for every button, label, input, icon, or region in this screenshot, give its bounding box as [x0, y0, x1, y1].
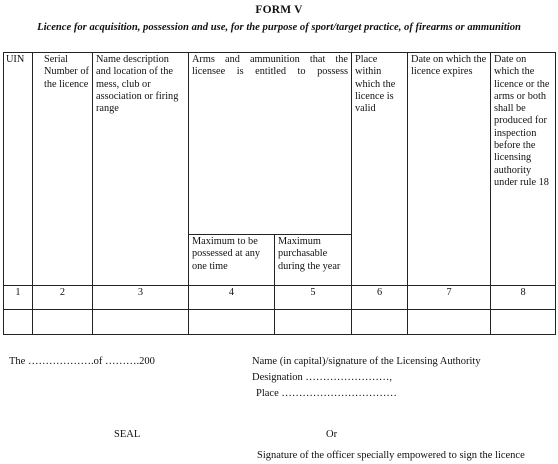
- column-number: 1: [4, 286, 33, 310]
- place-line: Place ……………………………: [256, 388, 397, 399]
- blank-cell: [93, 310, 189, 335]
- date-line: The ……………….of ……….200: [9, 356, 155, 367]
- blank-cell: [189, 310, 275, 335]
- or-label: Or: [326, 429, 338, 440]
- header-arms-ammunition: Arms and ammunition that the licensee is entitled to possess: [189, 53, 352, 235]
- header-serial-number: Serial Number of the licence: [33, 53, 93, 286]
- column-number: 4: [189, 286, 275, 310]
- subheader-max-possessed: Maximum to be possessed at any one time: [189, 235, 275, 286]
- officer-signature-line: Signature of the officer specially empowered to sign the licence: [257, 450, 525, 461]
- blank-cell: [4, 310, 33, 335]
- header-place-valid: Place within which the licence is valid: [352, 53, 408, 286]
- header-name-description: Name description and location of the mess, club or association or firing range: [93, 53, 189, 286]
- blank-cell: [408, 310, 491, 335]
- column-number: 6: [352, 286, 408, 310]
- column-number: 2: [33, 286, 93, 310]
- blank-entry-row: [4, 310, 556, 335]
- column-number: 5: [275, 286, 352, 310]
- header-uin: UIN: [4, 53, 33, 286]
- blank-cell: [491, 310, 556, 335]
- header-inspection-date: Date on which the licence or the arms or both shall be produced for inspection before the licensing authority under rule 18: [491, 53, 556, 286]
- licence-table: [3, 52, 556, 335]
- subheader-max-purchasable: Maximum purchasable during the year: [275, 235, 352, 286]
- column-number: 8: [491, 286, 556, 310]
- blank-cell: [275, 310, 352, 335]
- column-number-row: [4, 286, 556, 310]
- blank-cell: [33, 310, 93, 335]
- blank-cell: [352, 310, 408, 335]
- form-subtitle: Licence for acquisition, possession and use, for the purpose of sport/target practice, of firearms or ammunition: [37, 22, 521, 33]
- designation-line: Designation ……………………,: [252, 372, 392, 383]
- seal-label: SEAL: [114, 429, 141, 440]
- licensing-authority-line: Name (in capital)/signature of the Licensing Authority: [252, 356, 481, 367]
- column-number: 3: [93, 286, 189, 310]
- header-expiry-date: Date on which the licence expires: [408, 53, 491, 286]
- header-row: [4, 53, 556, 235]
- column-number: 7: [408, 286, 491, 310]
- form-title: FORM V: [255, 4, 303, 16]
